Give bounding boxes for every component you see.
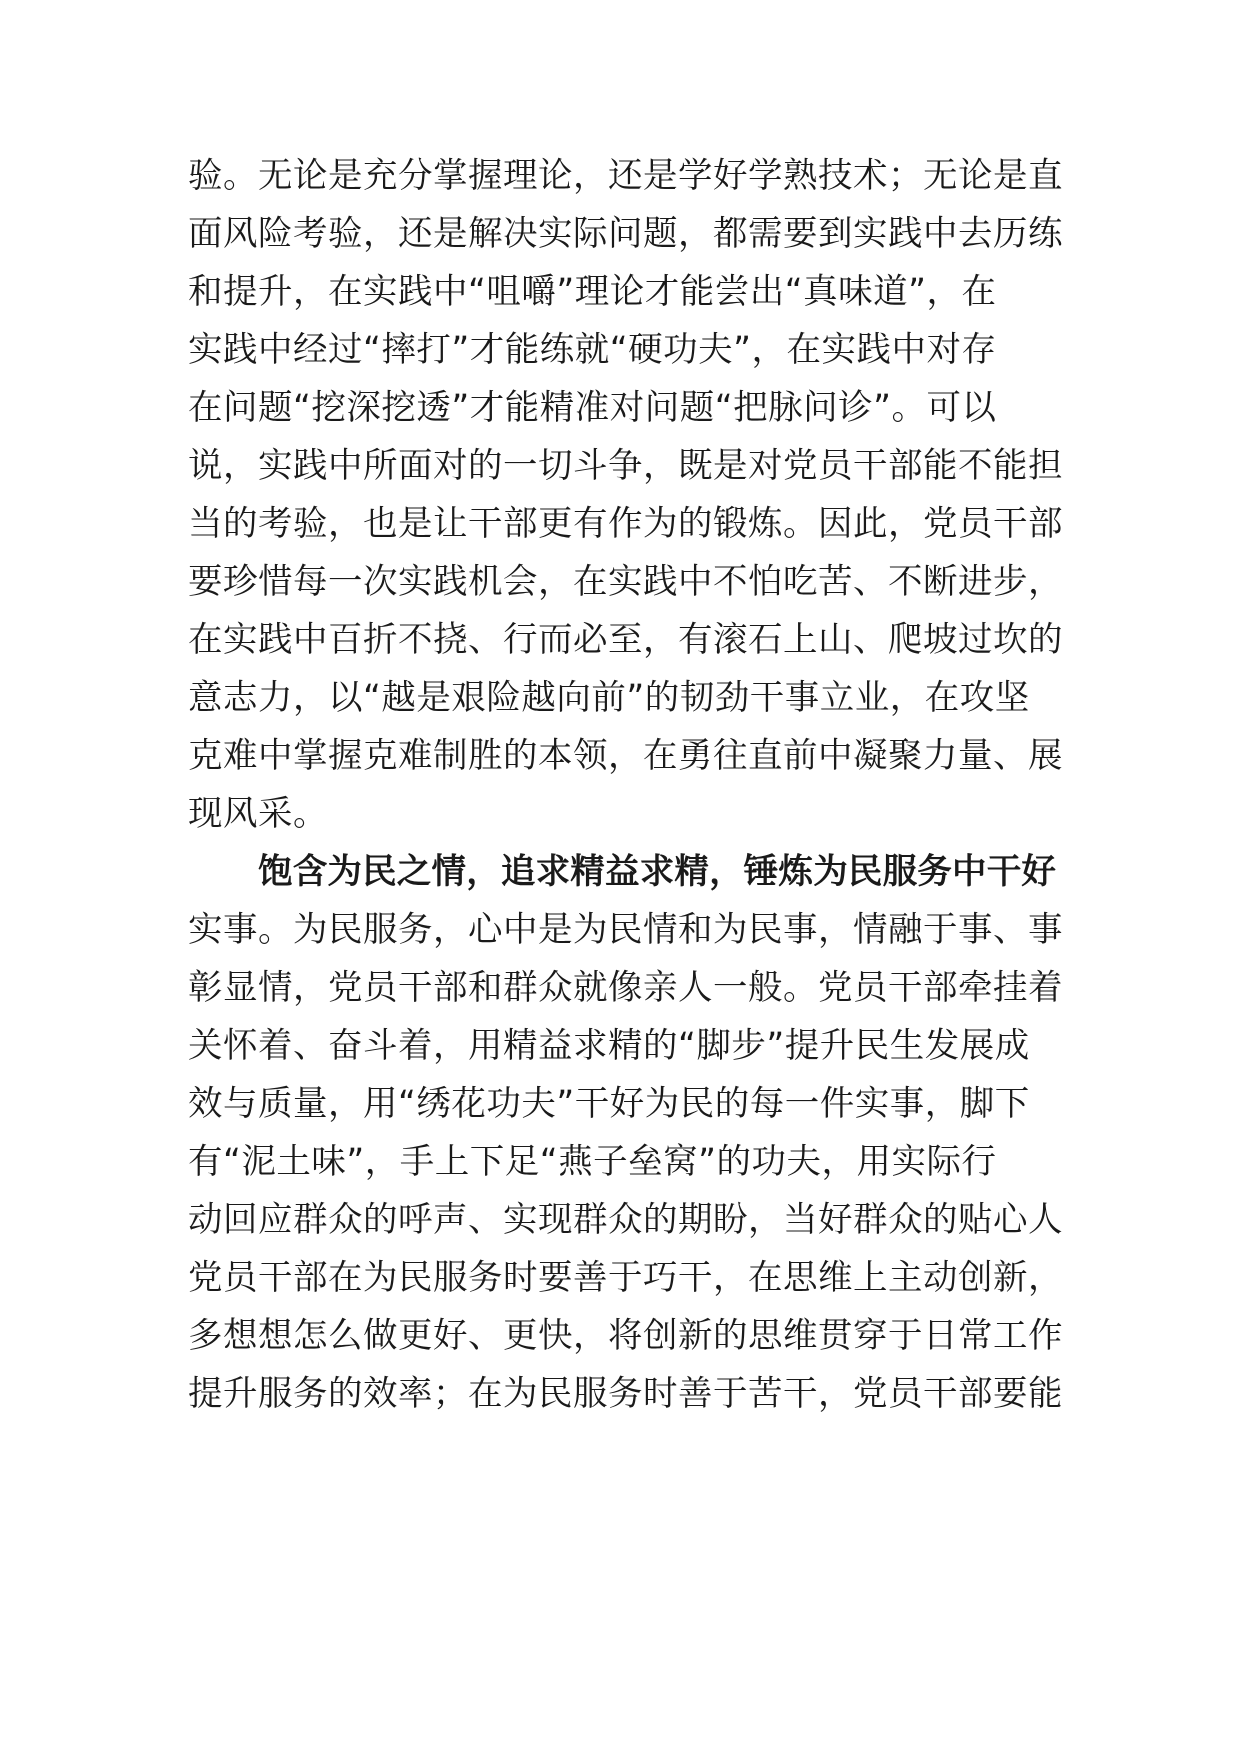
paragraph-line: 党员干部在为民服务时要善于巧干，在思维上主动创新， xyxy=(188,1258,1063,1298)
paragraph-lead-sentence: 饱含为民之情，追求精益求精，锤炼为民服务中干好 xyxy=(258,852,1057,892)
paragraph-line: 提升服务的效率；在为民服务时善于苦干，党员干部要能 xyxy=(188,1374,1063,1414)
paragraph-line: 关怀着、奋斗着，用精益求精的“脚步”提升民生发展成 xyxy=(188,1026,1030,1066)
paragraph-line: 说，实践中所面对的一切斗争，既是对党员干部能不能担 xyxy=(188,446,1063,486)
paragraph-line: 克难中掌握克难制胜的本领，在勇往直前中凝聚力量、展 xyxy=(188,736,1063,776)
paragraph-line: 要珍惜每一次实践机会，在实践中不怕吃苦、不断进步， xyxy=(188,562,1063,602)
paragraph-line: 在实践中百折不挠、行而必至，有滚石上山、爬坡过坎的 xyxy=(188,620,1063,660)
paragraph-line: 意志力，以“越是艰险越向前”的韧劲干事立业，在攻坚 xyxy=(188,678,1030,718)
paragraph-line: 动回应群众的呼声、实现群众的期盼，当好群众的贴心人 xyxy=(188,1200,1063,1240)
paragraph-line: 验。无论是充分掌握理论，还是学好学熟技术；无论是直 xyxy=(188,156,1063,196)
paragraph-line: 当的考验，也是让干部更有作为的锻炼。因此，党员干部 xyxy=(188,504,1063,544)
paragraph-line: 实践中经过“摔打”才能练就“硬功夫”，在实践中对存 xyxy=(188,330,997,370)
paragraph-line: 和提升，在实践中“咀嚼”理论才能尝出“真味道”，在 xyxy=(188,272,997,312)
paragraph-line: 在问题“挖深挖透”才能精准对问题“把脉问诊”。可以 xyxy=(188,388,997,428)
paragraph-line: 面风险考验，还是解决实际问题，都需要到实践中去历练 xyxy=(188,214,1063,254)
paragraph-line: 多想想怎么做更好、更快，将创新的思维贯穿于日常工作 xyxy=(188,1316,1063,1356)
paragraph-line: 现风采。 xyxy=(188,794,328,834)
paragraph-line: 有“泥土味”，手上下足“燕子垒窝”的功夫，用实际行 xyxy=(188,1142,997,1182)
paragraph-line: 实事。为民服务，心中是为民情和为民事，情融于事、事 xyxy=(188,910,1063,950)
paragraph-line: 彰显情，党员干部和群众就像亲人一般。党员干部牵挂着 xyxy=(188,968,1063,1008)
paragraph-line: 效与质量，用“绣花功夫”干好为民的每一件实事，脚下 xyxy=(188,1084,1030,1124)
